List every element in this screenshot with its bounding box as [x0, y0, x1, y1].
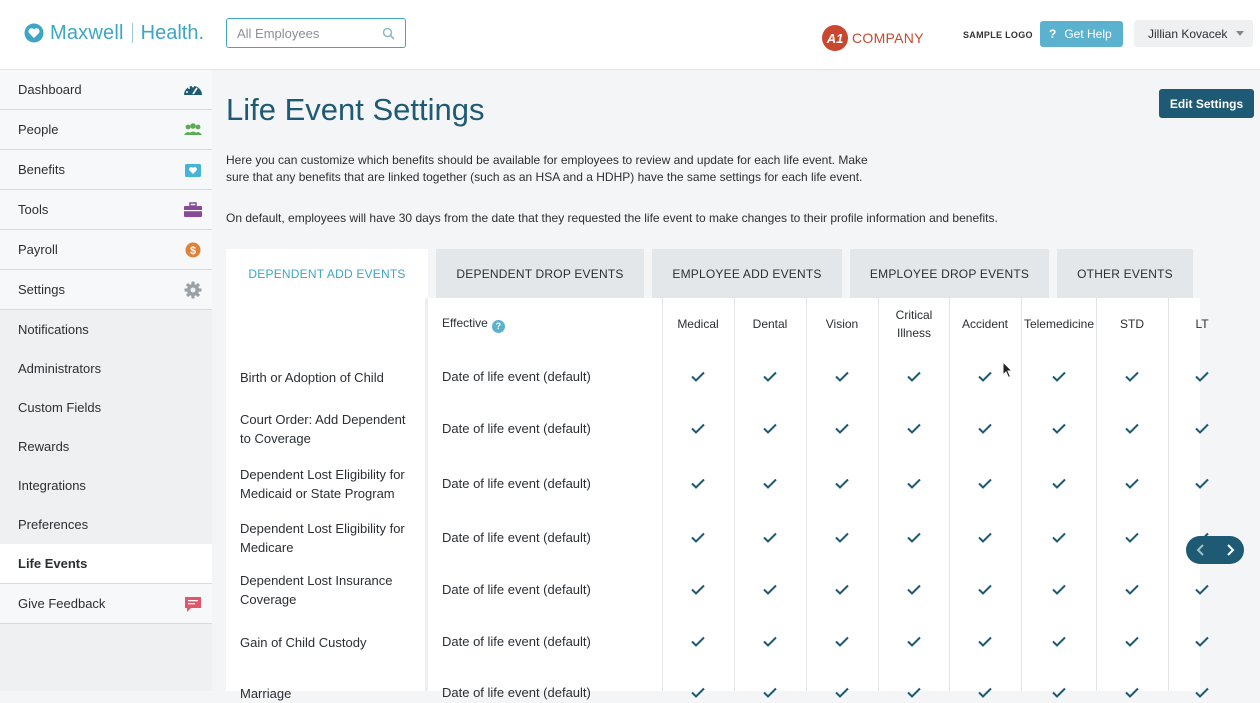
- checkmark-icon[interactable]: [763, 371, 777, 382]
- chevron-left-icon: [1196, 544, 1206, 556]
- page-description: Here you can customize which benefits should be available for employees to review and update for each life event. Make sure that any benefits that are linked together (such as an HSA and a HDHP) have the same settings for each life event.: [226, 153, 868, 184]
- sidebar-item-administrators[interactable]: [0, 349, 212, 388]
- column-header: Accident: [961, 317, 1009, 331]
- tab-employee-drop-events[interactable]: EMPLOYEE DROP EVENTS: [850, 249, 1049, 298]
- checkmark-icon[interactable]: [835, 636, 849, 647]
- checkmark-icon[interactable]: [1125, 636, 1139, 647]
- search-icon[interactable]: [382, 27, 395, 40]
- effective-date-value: Date of life event (default): [442, 582, 591, 597]
- checkmark-icon[interactable]: [907, 371, 921, 382]
- checkmark-icon[interactable]: [1125, 687, 1139, 698]
- checkmark-icon[interactable]: [978, 371, 992, 382]
- checkmark-icon[interactable]: [835, 478, 849, 489]
- sidebar-item-label: Notifications: [18, 322, 89, 337]
- checkmark-icon[interactable]: [691, 371, 705, 382]
- sidebar-item-tools[interactable]: [0, 190, 212, 230]
- checkmark-icon[interactable]: [907, 636, 921, 647]
- effective-date-value: Date of life event (default): [442, 634, 591, 649]
- column-header: Dental: [752, 317, 788, 331]
- logo-divider: [132, 23, 133, 43]
- user-name: Jillian Kovacek: [1148, 26, 1228, 41]
- benefits-heart-icon: [183, 161, 203, 179]
- brand-name: Maxwell: [50, 21, 124, 44]
- checkmark-icon[interactable]: [1125, 532, 1139, 543]
- sidebar-item-rewards[interactable]: [0, 427, 212, 466]
- life-event-name: Dependent Lost Eligibility for Medicare: [240, 521, 405, 555]
- sidebar-item-label: Benefits: [18, 162, 65, 177]
- checkmark-icon[interactable]: [835, 532, 849, 543]
- checkmark-icon[interactable]: [763, 423, 777, 434]
- checkmark-icon[interactable]: [1052, 371, 1066, 382]
- checkmark-icon[interactable]: [835, 687, 849, 698]
- tab-other-events[interactable]: OTHER EVENTS: [1057, 249, 1193, 298]
- toolbox-icon: [183, 201, 203, 219]
- sidebar-item-give-feedback[interactable]: [0, 584, 212, 624]
- sidebar-item-label: People: [18, 122, 59, 137]
- event-tabs: [226, 249, 1201, 298]
- column-header: Critical Illness: [895, 308, 933, 340]
- column-divider: [1168, 298, 1169, 691]
- checkmark-icon[interactable]: [1052, 636, 1066, 647]
- sidebar-item-label: Rewards: [18, 439, 70, 454]
- column-divider: [734, 298, 735, 691]
- checkmark-icon[interactable]: [978, 532, 992, 543]
- checkmark-icon[interactable]: [1052, 478, 1066, 489]
- sidebar-item-label: Integrations: [18, 478, 86, 493]
- default-period-note: On default, employees will have 30 days from the date that they requested the life event to make changes to their profile information and benefits.: [226, 211, 998, 225]
- get-help-label: Get Help: [1064, 27, 1112, 41]
- sidebar-item-label: Dashboard: [18, 82, 82, 97]
- sidebar-item-label: Tools: [18, 202, 49, 217]
- checkmark-icon[interactable]: [907, 532, 921, 543]
- checkmark-icon[interactable]: [691, 687, 705, 698]
- sidebar: [0, 70, 212, 691]
- sidebar-item-label: Administrators: [18, 361, 102, 376]
- column-header: Telemedicine: [1023, 317, 1095, 331]
- checkmark-icon[interactable]: [691, 532, 705, 543]
- chevron-right-icon: [1225, 544, 1235, 556]
- user-menu[interactable]: [1134, 20, 1253, 47]
- checkmark-icon[interactable]: [691, 636, 705, 647]
- checkmark-icon[interactable]: [763, 636, 777, 647]
- column-header: STD: [1120, 317, 1144, 331]
- life-events-table: [226, 298, 1209, 701]
- effective-date-value: Date of life event (default): [442, 369, 591, 384]
- gear-icon: [183, 281, 203, 299]
- svg-text:$: $: [189, 245, 197, 257]
- checkmark-icon[interactable]: [907, 478, 921, 489]
- column-divider: [425, 298, 428, 691]
- effective-header-label: Effective: [442, 316, 488, 330]
- checkmark-icon[interactable]: [978, 478, 992, 489]
- column-divider: [1096, 298, 1097, 691]
- maxwell-health-logo[interactable]: [24, 21, 204, 45]
- feedback-chat-icon: [183, 595, 203, 613]
- checkmark-icon[interactable]: [1195, 371, 1209, 382]
- brand-health: Health.: [140, 21, 205, 44]
- tab-dependent-drop-events[interactable]: DEPENDENT DROP EVENTS: [436, 249, 644, 298]
- help-question-icon: ?: [1049, 27, 1057, 41]
- tab-dependent-add-events[interactable]: DEPENDENT ADD EVENTS: [226, 249, 428, 298]
- checkmark-icon[interactable]: [1125, 478, 1139, 489]
- checkmark-icon[interactable]: [907, 584, 921, 595]
- checkmark-icon[interactable]: [1195, 423, 1209, 434]
- sidebar-item-notifications[interactable]: [0, 310, 212, 349]
- life-event-name: Court Order: Add Dependent to Coverage: [240, 412, 406, 446]
- checkmark-icon[interactable]: [907, 423, 921, 434]
- mouse-cursor-icon: [1002, 361, 1014, 379]
- tab-employee-add-events[interactable]: EMPLOYEE ADD EVENTS: [652, 249, 842, 298]
- column-divider: [1021, 298, 1022, 691]
- edit-settings-button[interactable]: Edit Settings: [1159, 89, 1254, 118]
- checkmark-icon[interactable]: [1125, 371, 1139, 382]
- company-logo-mark: A1: [822, 25, 848, 51]
- checkmark-icon[interactable]: [1195, 636, 1209, 647]
- checkmark-icon[interactable]: [1195, 584, 1209, 595]
- sidebar-item-label: Preferences: [18, 517, 89, 532]
- life-event-name: Dependent Lost Insurance Coverage: [240, 573, 393, 607]
- checkmark-icon[interactable]: [978, 423, 992, 434]
- chevron-down-icon: [1236, 31, 1244, 36]
- dollar-coin-icon: [183, 241, 203, 259]
- checkmark-icon[interactable]: [1195, 478, 1209, 489]
- life-event-name: Gain of Child Custody: [240, 634, 367, 650]
- page-title: Life Event Settings: [226, 92, 485, 127]
- column-header: Vision: [825, 317, 859, 331]
- sidebar-item-integrations[interactable]: [0, 466, 212, 505]
- heart-logo-icon: [24, 23, 44, 43]
- checkmark-icon[interactable]: [1052, 423, 1066, 434]
- sidebar-item-preferences[interactable]: [0, 505, 212, 544]
- sidebar-item-label: Payroll: [18, 242, 58, 257]
- checkmark-icon[interactable]: [691, 478, 705, 489]
- life-event-name: Dependent Lost Eligibility for Medicaid or State Program: [240, 467, 405, 501]
- effective-header: [442, 314, 505, 333]
- checkmark-icon[interactable]: [978, 584, 992, 595]
- effective-date-value: Date of life event (default): [442, 476, 591, 491]
- sidebar-item-life-events[interactable]: [0, 544, 212, 584]
- effective-date-value: Date of life event (default): [442, 530, 591, 545]
- checkmark-icon[interactable]: [691, 423, 705, 434]
- checkmark-icon[interactable]: [1052, 584, 1066, 595]
- scroll-right-button[interactable]: [1219, 539, 1241, 561]
- checkmark-icon[interactable]: [1052, 687, 1066, 698]
- search-input[interactable]: [227, 19, 367, 47]
- main-content: [212, 70, 1260, 701]
- effective-date-value: Date of life event (default): [442, 421, 591, 436]
- checkmark-icon[interactable]: [763, 532, 777, 543]
- checkmark-icon[interactable]: [763, 687, 777, 698]
- checkmark-icon[interactable]: [1195, 687, 1209, 698]
- sidebar-item-benefits[interactable]: [0, 150, 212, 190]
- sidebar-item-label: Settings: [18, 282, 65, 297]
- column-header: LT: [1195, 317, 1209, 331]
- sidebar-item-custom-fields[interactable]: [0, 388, 212, 427]
- checkmark-icon[interactable]: [763, 584, 777, 595]
- column-header: Medical: [677, 317, 719, 331]
- company-logo: [822, 25, 924, 51]
- sidebar-item-label: Life Events: [18, 556, 88, 571]
- checkmark-icon[interactable]: [691, 584, 705, 595]
- checkmark-icon[interactable]: [907, 687, 921, 698]
- sample-logo: SAMPLE LOGO: [963, 30, 1033, 40]
- life-event-name: Marriage: [240, 685, 292, 701]
- sidebar-item-people[interactable]: [0, 110, 212, 150]
- checkmark-icon[interactable]: [835, 423, 849, 434]
- employee-search[interactable]: [226, 18, 406, 48]
- column-divider: [662, 298, 663, 691]
- checkmark-icon[interactable]: [835, 584, 849, 595]
- sidebar-item-payroll[interactable]: [0, 230, 212, 270]
- column-divider: [806, 298, 807, 691]
- help-question-icon[interactable]: ?: [492, 320, 505, 333]
- checkmark-icon[interactable]: [1052, 532, 1066, 543]
- sidebar-item-dashboard[interactable]: [0, 70, 212, 110]
- life-event-name: Birth or Adoption of Child: [240, 369, 384, 385]
- checkmark-icon[interactable]: [763, 478, 777, 489]
- scroll-left-button[interactable]: [1190, 539, 1212, 561]
- column-divider: [878, 298, 879, 691]
- checkmark-icon[interactable]: [835, 371, 849, 382]
- company-logo-text: COMPANY: [852, 30, 924, 46]
- sidebar-item-label: Give Feedback: [18, 596, 106, 611]
- top-bar: [0, 0, 1260, 70]
- column-divider: [949, 298, 950, 691]
- sidebar-item-settings[interactable]: [0, 270, 212, 310]
- checkmark-icon[interactable]: [1125, 423, 1139, 434]
- sidebar-item-label: Custom Fields: [18, 400, 102, 415]
- checkmark-icon[interactable]: [1125, 584, 1139, 595]
- checkmark-icon[interactable]: [978, 687, 992, 698]
- get-help-button[interactable]: [1040, 21, 1123, 47]
- dashboard-gauge-icon: [183, 81, 203, 99]
- table-scroll-pager: [1186, 536, 1244, 564]
- effective-date-value: Date of life event (default): [442, 685, 591, 700]
- checkmark-icon[interactable]: [978, 636, 992, 647]
- people-icon: [183, 121, 203, 139]
